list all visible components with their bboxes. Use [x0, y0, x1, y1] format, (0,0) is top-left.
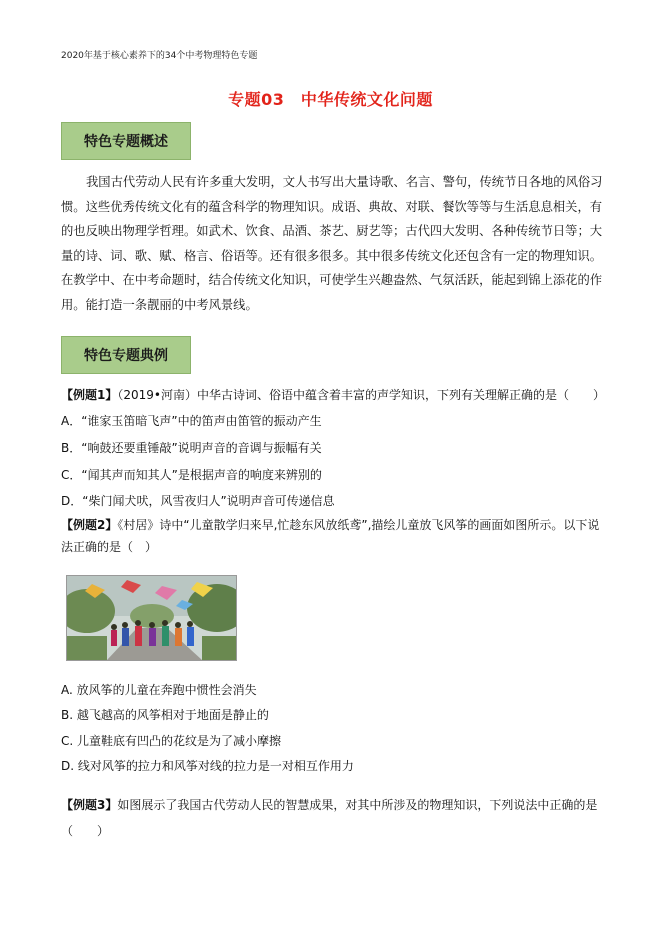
q1-option-d: D．“柴门闻犬吠，风雪夜归人”说明声音可传递信息 [61, 494, 335, 508]
page-title: 专题03 中华传统文化问题 [228, 90, 433, 109]
q3-stem-block [61, 792, 611, 844]
q1-stem: （2019•河南）中华古诗词、俗语中蕴含着丰富的声学知识，下列有关理解正确的是（ ） [117, 388, 605, 402]
q1-option-a: A．“谁家玉笛暗飞声”中的笛声由笛管的振动产生 [61, 414, 322, 428]
q2-stem-block [61, 514, 611, 558]
q2-option-d: D. 线对风筝的拉力和风筝对线的拉力是一对相互作用力 [61, 759, 354, 773]
q3-stem: 如图展示了我国古代劳动人民的智慧成果，对其中所涉及的物理知识，下列说法中正确的是（ ） [61, 798, 598, 838]
q1-option-b: B．“响鼓还要重锤敲”说明声音的音调与振幅有关 [61, 441, 322, 455]
q2-option-a: A. 放风筝的儿童在奔跑中惯性会消失 [61, 683, 257, 697]
kite-children-photo [66, 575, 237, 661]
q1-label: 【例题1】 [61, 388, 118, 402]
section-overview-label: 特色专题概述 [84, 134, 168, 150]
section-examples-banner [61, 336, 191, 374]
intro-paragraph: 我国古代劳动人民有许多重大发明，文人书写出大量诗歌、名言、警句，传统节日各地的风俗习惯。这些优秀传统文化有的蕴含科学的物理知识。成语、典故、对联、餐饮等等与生活息息相关，有的也反映出物理学哲理。如武术、饮食、品酒、茶艺、厨艺等；古代四大发明、各种传统节日等；大量的诗、词、歌、赋、格言、俗语等。还有很多很多。其中很多传统文化还包含有一定的物理知识。在教学中、在中考命题时，结合传统文化知识，可使学生兴趣盎然、气氛活跃，能起到锦上添花的作用。能打造一条靓丽的中考风景线。 [61, 175, 603, 312]
q2-option-c: C. 儿童鞋底有凹凸的花纹是为了减小摩擦 [61, 734, 282, 748]
section-examples-label: 特色专题典例 [84, 348, 168, 364]
q2-stem: 《村居》诗中“儿童散学归来早,忙趁东风放纸鸢”,描绘儿童放飞风筝的画面如图所示。以下说法正确的是（ ） [61, 518, 600, 554]
q2-label: 【例题2】 [61, 518, 118, 532]
q3-label: 【例题3】 [61, 798, 118, 812]
q1-option-c: C．“闻其声而知其人”是根据声音的响度来辨别的 [61, 468, 322, 482]
page-header: 2020年基于核心素养下的34个中考物理特色专题 [61, 51, 258, 61]
kite-photo-illustration [67, 576, 236, 660]
section-overview-banner [61, 122, 191, 160]
q2-option-b: B. 越飞越高的风筝相对于地面是静止的 [61, 708, 269, 722]
q1-stem-line [61, 386, 605, 403]
